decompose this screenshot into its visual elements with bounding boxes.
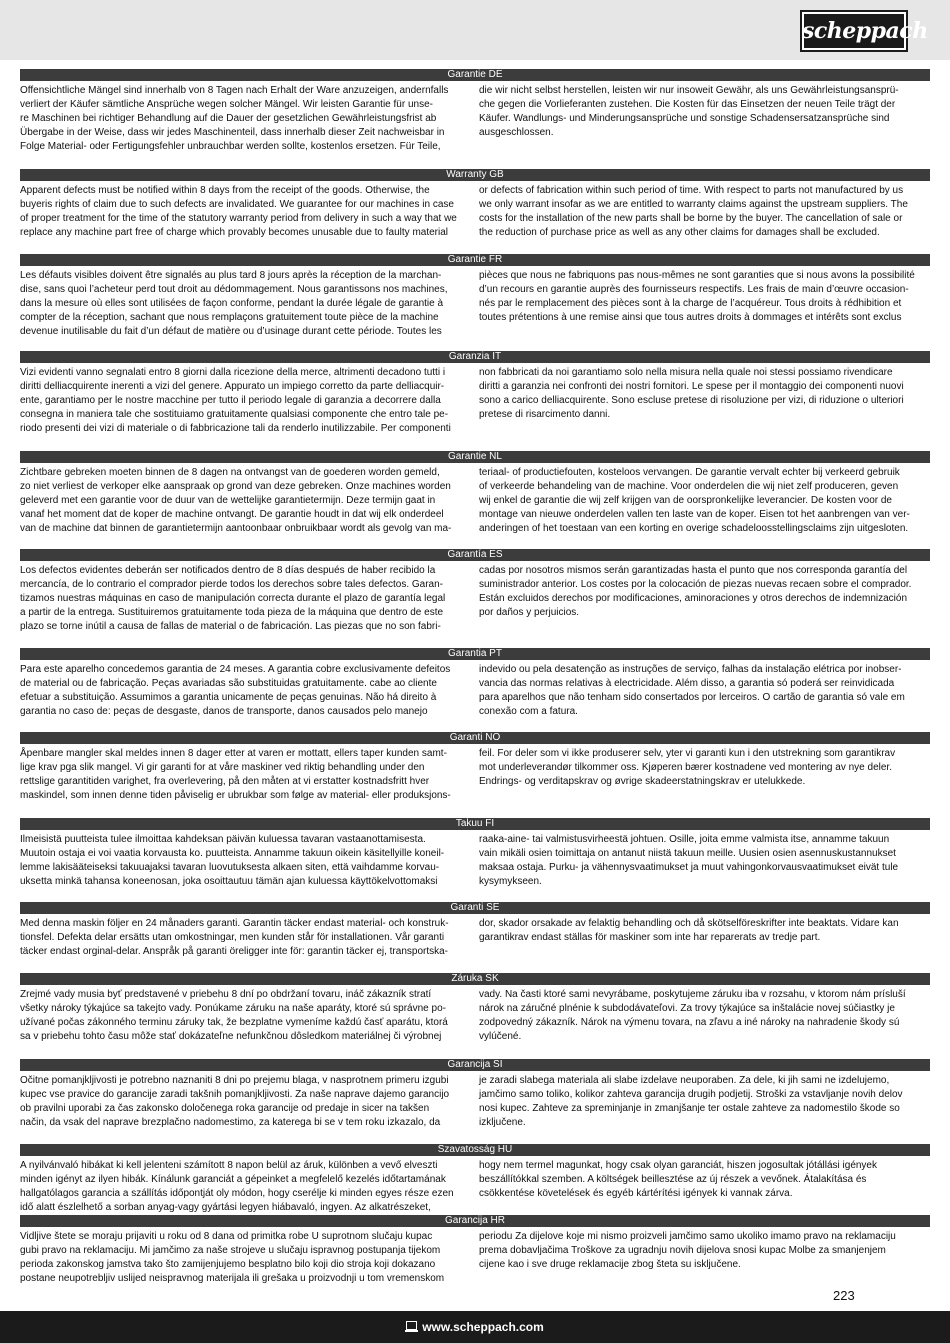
section-text-right: raaka-aine- tai valmistusvirheestä johtuen. Osille, joita emme valmista itse, annamme takuun vain mikäli osien toimittaja on antanut niistä takuun meille. Uusien osien asennuskustannukset maksaa ostaja. Purku- ja vähennysvaatimukset ja muut vahingonkorvausvaatimukset eivät tule kysymykseen. (479, 834, 899, 887)
warranty-section (20, 732, 930, 803)
page-header-band (0, 0, 950, 60)
section-body (20, 564, 930, 634)
section-text-left: Ilmeisistä puutteista tulee ilmoittaa kahdeksan päivän kuluessa tavaran vastaanottamisesta. Muutoin ostaja ei voi vaatia korvausta ko. puutteista. Annamme takuun oikein käsitellyille koneil- lemme lakisääteiseksi takuuajaksi tavaran luovutuksesta alkaen siten, että vaihdamme korvau- uksetta minkä tahansa koneenosan, joka osoittautuu tämän ajan kuluessa käyttökelvottomaksi (20, 834, 445, 887)
section-title: Garanti SE (20, 902, 930, 914)
section-text-left: Zichtbare gebreken moeten binnen de 8 dagen na ontvangst van de goederen worden gemeld, zo niet verliest de verkoper elke aanspraak op grond van deze gebreken. Onze machines worden geleverd met een garantie voor de duur van de wettelijke garantietermijn. Deze termijn gaat in vanaf het moment dat de koper de machine ontvangt. De garantie houdt in dat wij elk onderdeel van de machine dat binnen de garantietermijn aantoonbaar onbruikbaar wordt als gevolg van ma- (20, 467, 452, 534)
section-title: Takuu FI (20, 818, 930, 830)
section-text-left: Med denna maskin följer en 24 månaders garanti. Garantin täcker endast material- och konstruk- tionsfel. Defekta delar ersätts utan omkostningar, men kunden står för installationen. Vår garanti täcker endast orginal-delar. Anspråk på garanti öreligger inte för: garantin täcker ej, transportska- (20, 918, 449, 957)
section-text-left: Offensichtliche Mängel sind innerhalb von 8 Tagen nach Erhalt der Ware anzuzeigen, andernfalls verliert der Käufer sämtliche Ansprüche wegen solcher Mängel. Wir leisten Garantie für unse- re Maschinen bei richtiger Behandlung auf die Dauer der gesetzlichen Gewährleistungsfrist ab Übergabe in der Weise, dass wir jedes Maschinenteil, dass innerhalb dieser Zeit nachweisbar in Folge Material- oder Fertigungsfehler unbrauchbar werden sollte, kostenlos ersetzen. Für Teile, (20, 85, 449, 152)
section-text-left: Vidljive štete se moraju prijaviti u roku od 8 dana od primitka robe U suprotnom slučaju kupac gubi pravo na reklamaciju. Mi jamčimo za naše strojeve u slučaju ispravnog postupanja tijekom perioda zakonskog jamstva tako što zamijenjujemo besplatno bilo koji dio stroja koji dokazano postane neupotrebljiv uslijed neispravnog materijala ili grešaka u proizvodnji u tom vremenskom (20, 1231, 445, 1284)
section-text-left: Para este aparelho concedemos garantia de 24 meses. A garantia cobre exclusivamente defeitos de material ou de fabricação. Peças avariadas são substituidas gratuitamente. cabe ao cliente efetuar a substituição. Assumimos a garantia unicamente de peças genuinas. Não há direito à garantia no caso de: peças de desgaste, danos de transporte, danos causados pelo manejo (20, 664, 451, 717)
computer-icon (406, 1321, 417, 1330)
warranty-section (20, 351, 930, 436)
section-text-left: Zrejmé vady musia byť predstavené v priebehu 8 dní po obdržaní tovaru, ináč zákazník stratí všetky nároky týkajúce sa takejto vady. Ponúkame záruku na naše aparáty, ktoré sú správne po- užívané počas zákonného terminu záruky tak, že bezplatne vymeníme každú časť aparátu, ktorá sa v priebehu tohto času môže stať dokázateľne nefunkčnou dôsledkom materiálnej či výrobnej (20, 989, 448, 1042)
section-title: Záruka SK (20, 973, 930, 985)
warranty-section (20, 818, 930, 889)
section-text-right: or defects of fabrication within such period of time. With respect to parts not manufactured by us we only warrant insofar as we are entitled to warranty claims against the upstream suppliers. The costs for the installation of the new parts shall be borne by the buyer. The cancellation of sale or the reduction of purchase price as well as any other claims for damages shall be excluded. (479, 185, 908, 238)
section-body (20, 1230, 930, 1286)
warranty-section (20, 549, 930, 634)
section-body (20, 269, 930, 339)
section-body (20, 833, 930, 889)
footer-url[interactable]: www.scheppach.com (422, 1320, 544, 1334)
section-title: Garancija SI (20, 1059, 930, 1071)
warranty-section (20, 451, 930, 536)
section-title: Warranty GB (20, 169, 930, 181)
warranty-section (20, 69, 930, 154)
section-text-left: Vizi evidenti vanno segnalati entro 8 giorni dalla ricezione della merce, altrimenti decadono tutti i diritti delliacquirente inerenti a vizi del genere. Appurato un impiego corretto da parte delliacquir- ente, garantiamo per le nostre macchine per tutto il periodo legale di garanzia a decorrere dalla consegna in maniera tale che sostituiamo gratuitamente qualsiasi componente che entro tale pe- riodo presenti dei vizi di materiale o di fabbricazione tali da renderlo inutilizzabile. Per componenti (20, 367, 451, 434)
section-title: Garantia PT (20, 648, 930, 660)
section-body (20, 747, 930, 803)
section-text-right: vady. Na časti ktoré sami nevyrábame, poskytujeme záruku iba v rozsahu, v ktorom nám prísluší nárok na záručné plnénie k subdodávateľovi. Za trovy týkajúce sa inštalácie novej súčiastky je zodpovedný zákazník. Nárok na výmenu tovara, na zľavu a iné nároky na nahradenie škody sú vylúčené. (479, 989, 906, 1042)
section-title: Garanti NO (20, 732, 930, 744)
warranty-section (20, 648, 930, 719)
section-title: Garancija HR (20, 1215, 930, 1227)
section-title: Garantía ES (20, 549, 930, 561)
warranty-section (20, 902, 930, 959)
section-title: Garantie DE (20, 69, 930, 81)
warranty-section (20, 169, 930, 240)
section-text-right: hogy nem termel magunkat, hogy csak olyan garanciát, hiszen jogosultak jótállási igények beszállítókkal szemben. A költségek beillesztése az új részek a vevőnek. Átalakítása és csökkentése követelések és egyéb kártérítési igények ki vannak zárva. (479, 1160, 877, 1199)
section-body (20, 366, 930, 436)
section-body (20, 917, 930, 959)
section-text-left: Los defectos evidentes deberán ser notificados dentro de 8 días después de haber recibido la mercancía, de lo contrario el comprador pierde todos los derechos sobre tales defectos. Garan- tizamos nuestras máquinas en caso de manipulación correcta durante el plazo de garantía legal a partir de la entrega. Sustituiremos gratuitamente toda pieza de la máquina que dentro de este plazo se torne inútil a causa de fallas de material o de fabricación. Las piezas que no son fabri- (20, 565, 446, 632)
section-text-left: Očitne pomanjkljivosti je potrebno naznaniti 8 dni po prejemu blaga, v nasprotnem primeru izgubi kupec vse pravice do garancije zaradi takšnih pomanjkljivosti. Za naše naprave dajemo garancijo ob pravilni uporabi za čas zakonsko določenega roka garancije od predaje in sicer na takšen način, da vsak del naprave brezplačno nadomestimo, za katerega bi se v tem roku izkazalo, da (20, 1075, 450, 1128)
section-text-left: Åpenbare mangler skal meldes innen 8 dager etter at varen er mottatt, ellers taper kunden samt- lige krav pga slik mangel. Vi gir garanti for at våre maskiner ved riktig behandling under den rettslige garantitiden varighet, fra overlevering, på den måten at vi erstatter kostnadsfritt hver maskindel, som innen denne tiden påviselig er ubrukbar som følge av material- eller produksjons- (20, 748, 451, 801)
section-text-left: Les défauts visibles doivent être signalés au plus tard 8 jours après la réception de la marchan- dise, sans quoi l’acheteur perd tout droit au dédommagement. Nous garantissons nos machines, dans la mesure où elles sont utilisées de façon conforme, pendant la durée légale de garantie à compter de la réception, sachant que nous remplaçons gratuitement toute pièce de la machine devenue inutilisable du fait d’un défaut de matière ou d’usinage durant cette période. Toutes les (20, 270, 448, 337)
section-body (20, 1074, 930, 1130)
section-body (20, 988, 930, 1044)
section-text-right: je zaradi slabega materiala ali slabe izdelave neuporaben. Za dele, ki jih sami ne izdelujemo, jamčimo samo toliko, kolikor zahteva garancija drugih podjetij. Stroški za vstavljanje novih delov nosi kupec. Zahteve za spreminjanje in zmanjšanje ter ostale zahteve za nadomestilo škode so izključene. (479, 1075, 903, 1128)
section-title: Garanzia IT (20, 351, 930, 363)
footer-bar (0, 1311, 950, 1343)
page-number: 223 (833, 1288, 855, 1303)
section-text-right: cadas por nosotros mismos serán garantizadas hasta el punto que nos corresponda garantía del suministrador anterior. Los costes por la colocación de piezas nuevas recaen sobre el comprador. Están excluidos derechos por modificaciones, aminoraciones y otros derechos de indemnización por daños y perjuicios. (479, 565, 912, 618)
section-title: Garantie FR (20, 254, 930, 266)
warranty-section (20, 1144, 930, 1215)
section-body (20, 84, 930, 154)
warranty-section (20, 1059, 930, 1130)
section-text-right: pièces que nous ne fabriquons pas nous-mêmes ne sont garanties que si nous avons la possibilité d’un recours en garantie auprès des fournisseurs respectifs. Les frais de main d’œuvre occasion- nés par le remplacement des pièces sont à la charge de l’acquéreur. Tous droits à rédhibition et toutes prétentions à une remise ainsi que tous autres droits à dommages et intérêts sont exclus (479, 270, 915, 323)
section-text-left: Apparent defects must be notified within 8 days from the receipt of the goods. Otherwise, the buyeris rights of claim due to such defects are invalidated. We guarantee for our machines in case of proper treatment for the time of the statutory warranty period from delivery in such a way that we replace any machine part free of charge which provably becomes unusable due to faulty material (20, 185, 457, 238)
section-text-right: die wir nicht selbst herstellen, leisten wir nur insoweit Gewähr, als uns Gewährleistungsansprü- che gegen die Vorlieferanten zustehen. Die Kosten für das Einsetzen der neuen Teile trägt der Käufer. Wandlungs- und Minderungsansprüche und sonstige Schadensersatzansprüche sind ausgeschlossen. (479, 85, 899, 138)
section-text-right: dor, skador orsakade av felaktig behandling och då skötselföreskrifter inte beaktats. Vidare kan garantikrav endast ställas för maskiner som inte har reparerats av tredje part. (479, 918, 899, 943)
section-title: Garantie NL (20, 451, 930, 463)
warranty-section (20, 973, 930, 1044)
section-body (20, 466, 930, 536)
warranty-section (20, 1215, 930, 1286)
warranty-section (20, 254, 930, 339)
section-text-right: non fabbricati da noi garantiamo solo nella misura nella quale noi stessi possiamo rivendicare diritti a garanzia nei confronti dei nostri fornitori. Le spese per il montaggio dei componenti nuovi sono a carico delliacquirente. Sono escluse pretese di risoluzione per vizi, di riduzione o ulteriori pretese di risarcimento danni. (479, 367, 904, 420)
section-text-right: teriaal- of productiefouten, kosteloos vervangen. De garantie vervalt echter bij verkeerd gebruik of verkeerde behandeling van de machine. Voor onderdelen die wij niet zelf produceren, geven wij enkel de garantie die wij zelf krijgen van de oorspronkelijke leverancier. De kosten voor de montage van nieuwe onderdelen vallen ten laste van de koper. Eisen tot het aanbrengen van ver- anderingen of het toestaan van een korting en overige schadeloosstellingsclaims zijn uitgesloten. (479, 467, 910, 534)
scheppach-logo: scheppach (800, 10, 908, 52)
section-body (20, 1159, 930, 1215)
section-text-right: indevido ou pela desatenção as instruções de serviço, falhas da instalação elétrica por inobser- vancia das normas relativas à electricidade. Além disso, a garantia só poderá ser reinvidicada para aparelhos que não tenham sido consertados por lerceiros. O cartão de garantia só vale em conexão com a fatura. (479, 664, 905, 717)
section-text-right: periodu Za dijelove koje mi nismo proizveli jamčimo samo ukoliko imamo pravo na reklamaciju prema dobavljačima Troškove za ugradnju novih dijelova snosi kupac Molbe za smanjenjem cijene kao i sve druge reklamacije zbog šteta su isključene. (479, 1231, 896, 1270)
section-body (20, 184, 930, 240)
section-body (20, 663, 930, 719)
section-text-left: A nyilvánvaló hibákat ki kell jelenteni számított 8 napon belül az áruk, különben a vevő elveszti minden igényt az ilyen hibák. Kínálunk garanciát a gépeinket a megfelelő kezelés időtartamának hallgatólagos garancia a szállítás időpontját oly módon, hogy cserélje ki minden egyes része ezen idő alatt észlelhető a sorban anyag-vagy gyártási legyen hiábavaló, ingyen. Az alkatrészeket, (20, 1160, 454, 1213)
section-title: Szavatosság HU (20, 1144, 930, 1156)
section-text-right: feil. For deler som vi ikke produserer selv, yter vi garanti kun i den utstrekning som garantikrav mot underleverandør tilkommer oss. Kjøperen bærer kostnadene ved montering av nye deler. Endrings- og verditapskrav og øvrige skadeerstatningskrav er utelukkede. (479, 748, 896, 787)
